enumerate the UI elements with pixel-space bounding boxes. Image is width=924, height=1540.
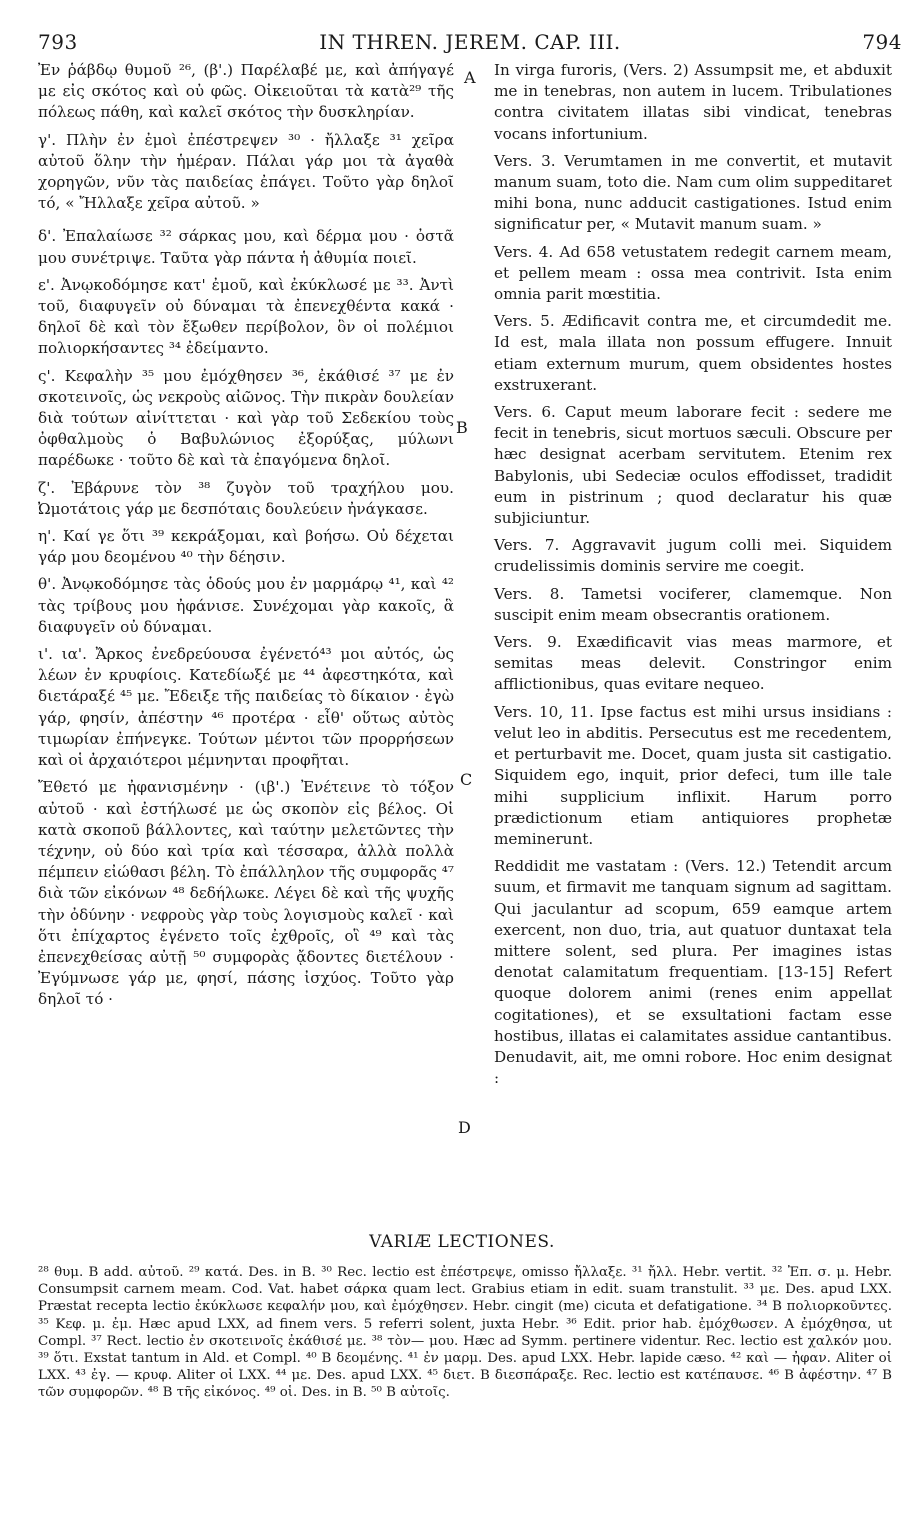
margin-marker-a: A: [464, 68, 476, 87]
running-title: IN THREN. JEREM. CAP. III.: [319, 30, 621, 54]
latin-paragraph: Vers. 10, 11. Ipse factus est mihi ursus insidians : velut leo in abditis. Persecutus est me recedentem, et perturbavit me. Docet, quam justa sit castigatio. Siquidem ego, inquit, prior defeci, tum ille tale mihi supplicium inflixit. Harum porro prædictionum etiam antiquiores prophetæ meminerunt.: [494, 702, 892, 848]
greek-paragraph: ι'. ια'. Ἄρκος ἐνεδρεύουσα ἐγένετό⁴³ μοι αὐτός, ὡς λέων ἐν κρυφίοις. Κατεδίωξέ με ⁴⁴ ἀφεστηκότα, καὶ διετάραξέ ⁴⁵ με. Ἔδειξε τῆς παιδείας τὸ δίκαιον · ἐγὼ γάρ, φησίν, ἀπέστην ⁴⁶ προτέρα · εἶθ' οὕτως αὐτὸς τιμωρίαν ἐπήνεγκε. Τούτων μέντοι τῶν προρρήσεων καὶ οἱ ἀρχαιότεροι μέμνηνται προφῆται.: [38, 645, 454, 770]
margin-marker-b: B: [456, 418, 468, 437]
margin-marker-c: C: [460, 770, 473, 789]
latin-paragraph: Vers. 4. Ad 658 vetustatem redegit carnem meam, et pellem meam : ossa mea contrivit. Ista enim omnia parit mœstitia.: [494, 242, 892, 304]
greek-paragraph: γ'. Πλὴν ἐν ἐμοὶ ἐπέστρεψεν ³⁰ · ἤλλαξε ³¹ χεῖρα αὐτοῦ ὅλην τὴν ἡμέραν. Πάλαι γάρ μοι τὰ ἀγαθὰ χορηγῶν, νῦν τὰς παιδείας ἐπάγει. Τοῦτο γὰρ δηλοῖ τό, « Ἤλλαξε χεῖρα αὐτοῦ. »: [38, 130, 454, 213]
latin-paragraph: Vers. 7. Aggravavit jugum colli mei. Siquidem crudelissimis dominis servire me coegit.: [494, 536, 892, 576]
greek-paragraph: Ἐν ῥάβδῳ θυμοῦ ²⁶, (β'.) Παρέλαβέ με, καὶ ἀπήγαγέ με εἰς σκότος καὶ οὐ φῶς. Οἰκειοῦται τὰ κατὰ²⁹ τῆς πόλεως πάθη, καὶ καλεῖ σκότος τὴν δυσκληρίαν.: [38, 61, 454, 122]
varia-lectiones-heading: VARIÆ LECTIONES.: [369, 1232, 555, 1252]
latin-paragraph: Vers. 9. Exædificavit vias meas marmore, et semitas meas delevit. Constringor enim afflictionibus, quas evitare nequeo.: [494, 633, 892, 694]
latin-paragraph: Vers. 3. Verumtamen in me convertit, et mutavit manum suam, toto die. Nam cum olim suppeditaret mihi bona, nunc adducit castigationes. Istud enim significatur per, « Mutavit manum suam. »: [494, 151, 892, 234]
latin-column: [494, 60, 892, 1095]
right-page-number: 794: [862, 30, 902, 54]
latin-paragraph: Reddidit me vastatam : (Vers. 12.) Tetendit arcum suum, et firmavit me tanquam signum ad sagittam. Qui jaculantur ad scopum, 659 eamque artem exercent, non duo, tria, aut quatuor duntaxat tela mittere solent, sed plura. Per imagines istas denotat calamitatum frequentiam. [13-15] Refert quoque dolorem animi (renes enim appellat cogitationes), et se exsultationi factam esse hostibus, illatas ei calamitates assidue cantantibus. Denudavit, ait, me omni robore. Hoc enim designat :: [494, 857, 892, 1088]
greek-paragraph: η'. Καί γε ὅτι ³⁹ κεκράξομαι, καὶ βοήσω. Οὐ δέχεται γάρ μου δεομένου ⁴⁰ τὴν δέησιν.: [38, 527, 454, 567]
varia-lectiones-notes: ²⁸ θυμ. B add. αὐτοῦ. ²⁹ κατά. Des. in B. ³⁰ Rec. lectio est ἐπέστρεψε, omisso ἤλλαξε. ³¹ ἤλλ. Hebr. vertit. ³² Ἐπ. σ. μ. Hebr. Consumpsit carnem meam. Cod. Vat. habet σάρκα quam lect. Grabius etiam in edit. suam transtulit. ³³ με. Des. apud LXX. Præstat recepta lectio ἐκύκλωσε κεφαλήν μου, καὶ ἐμόχθησεν. Hebr. cingit (me) cicuta et defatigatione. ³⁴ B πολιορκοῦντες. ³⁵ Κεφ. μ. ἐμ. Hæc apud LXX, ad finem vers. 5 referri solent, juxta Hebr. ³⁶ Edit. prior hab. ἐμόχθωσεν. A ἐμόχθησα, ut Compl. ³⁷ Rect. lectio ἐν σκοτεινοῖς ἐκάθισέ με. ³⁸ τὸν— μου. Hæc ad Symm. pertinere videntur. Rec. lectio est χαλκόν μου. ³⁹ ὅτι. Exstat tantum in Ald. et Compl. ⁴⁰ B δεομένης. ⁴¹ ἐν μαρμ. Des. apud LXX. Hebr. lapide cæso. ⁴² καὶ — ἠφαν. Aliter οἱ LXX. ⁴³ ἐγ. — κρυφ. Aliter οἱ LXX. ⁴⁴ με. Des. apud LXX. ⁴⁵ διετ. B διεσπάραξε. Rec. lectio est κατέπαυσε. ⁴⁶ B ἀφέστην. ⁴⁷ B τῶν συμφορῶν. ⁴⁸ B τῆς εἰκόνος. ⁴⁹ οἱ. Des. in B. ⁵⁰ B αὐτοῖς.: [38, 1265, 892, 1401]
greek-paragraph: θ'. Ἀνῳκοδόμησε τὰς ὁδούς μου ἐν μαρμάρῳ ⁴¹, καὶ ⁴² τὰς τρίβους μου ἠφάνισε. Συνέχομαι γὰρ κακοῖς, ἃ διαφυγεῖν οὐ δύναμαι.: [38, 575, 454, 636]
latin-paragraph: In virga furoris, (Vers. 2) Assumpsit me, et abduxit me in tenebras, non autem in lucem. Tribulationes contra civitatem illatas sibi vindicat, tenebras vocans infortunium.: [494, 61, 892, 143]
running-header: [38, 30, 902, 56]
greek-paragraph: ς'. Κεφαλὴν ³⁵ μου ἐμόχθησεν ³⁶, ἐκάθισέ ³⁷ με ἐν σκοτεινοῖς, ὡς νεκροὺς αἰῶνος. Τὴν πικρὰν δουλείαν διὰ τούτων αἰνίττεται · καὶ γὰρ τοῦ Σεδεκίου τοὺς ὀφθαλμοὺς ὁ Βαβυλώνιος ἐξορύξας, μύλωνι παρέδωκε · τοῦτο δὲ καὶ τὰ ἐπαγόμενα δηλοῖ.: [38, 366, 454, 470]
left-page-number: 793: [38, 30, 78, 54]
greek-column: [38, 60, 454, 1017]
greek-paragraph: Ἔθετό με ἠφανισμένην · (ιβ'.) Ἐνέτεινε τὸ τόξον αὐτοῦ · καὶ ἐστήλωσέ με ὡς σκοπὸν εἰς βέλος. Οἱ κατὰ σκοποῦ βάλλοντες, καὶ ταύτην μελετῶντες τὴν τέχνην, οὐ δύο καὶ τρία καὶ τέσσαρα, ἀλλὰ πολλὰ πέμπειν εἰώθασι βέλη. Τὸ ἐπάλληλον τῆς συμφορᾶς ⁴⁷ διὰ τῶν εἰκόνων ⁴⁸ δεδήλωκε. Λέγει δὲ καὶ τῆς ψυχῆς τὴν ὀδύνην · νεφροὺς γὰρ τοὺς λογισμοὺς καλεῖ · καὶ ὅτι ἐπίχαρτος ἐγένετο τοῖς ἐχθροῖς, οἳ ⁴⁹ καὶ τὰς ἐπενεχθείσας αὐτῇ ⁵⁰ συμφορὰς ᾄδοντες διετέλουν · Ἐγύμνωσε γάρ με, φησί, πάσης ἰσχύος. Τοῦτο γὰρ δηλοῖ τό ·: [38, 778, 454, 1009]
greek-paragraph: ζ'. Ἐβάρυνε τὸν ³⁸ ζυγὸν τοῦ τραχήλου μου. Ὠμοτάτοις γάρ με δεσπόταις δουλεύειν ἠνάγκασε.: [38, 478, 454, 518]
latin-paragraph: Vers. 6. Caput meum laborare fecit : sedere me fecit in tenebris, sicut mortuos sæculi. Obscure per hæc designat acerbam servitutem. Etenim rex Babylonis, ubi Sedeciæ oculos effodisset, tradidit eum in pistrinum ; quod declaratur his quæ subjiciuntur.: [494, 403, 892, 528]
margin-marker-d: D: [458, 1118, 471, 1137]
greek-paragraph: δ'. Ἐπαλαίωσε ³² σάρκας μου, καὶ δέρμα μου · ὀστᾶ μου συνέτριψε. Ταῦτα γὰρ πάντα ἡ ἀθυμία ποιεῖ.: [38, 227, 454, 267]
greek-paragraph: ε'. Ἀνῳκοδόμησε κατ' ἐμοῦ, καὶ ἐκύκλωσέ με ³³. Ἀντὶ τοῦ, διαφυγεῖν οὐ δύναμαι τὰ ἐπενεχθέντα κακά · δηλοῖ δὲ καὶ τὸν ἔξωθεν περίβολον, ὃν οἱ πολέμιοι πολιορκήσαντες ³⁴ ἐδείμαντο.: [38, 275, 454, 358]
latin-paragraph: Vers. 8. Tametsi vociferer, clamemque. Non suscipit enim meam obsecrantis orationem.: [494, 584, 892, 624]
latin-paragraph: Vers. 5. Ædificavit contra me, et circumdedit me. Id est, mala illata non possum effugere. Innuit etiam externum murum, quem obsidentes hostes exstruxerant.: [494, 312, 892, 394]
